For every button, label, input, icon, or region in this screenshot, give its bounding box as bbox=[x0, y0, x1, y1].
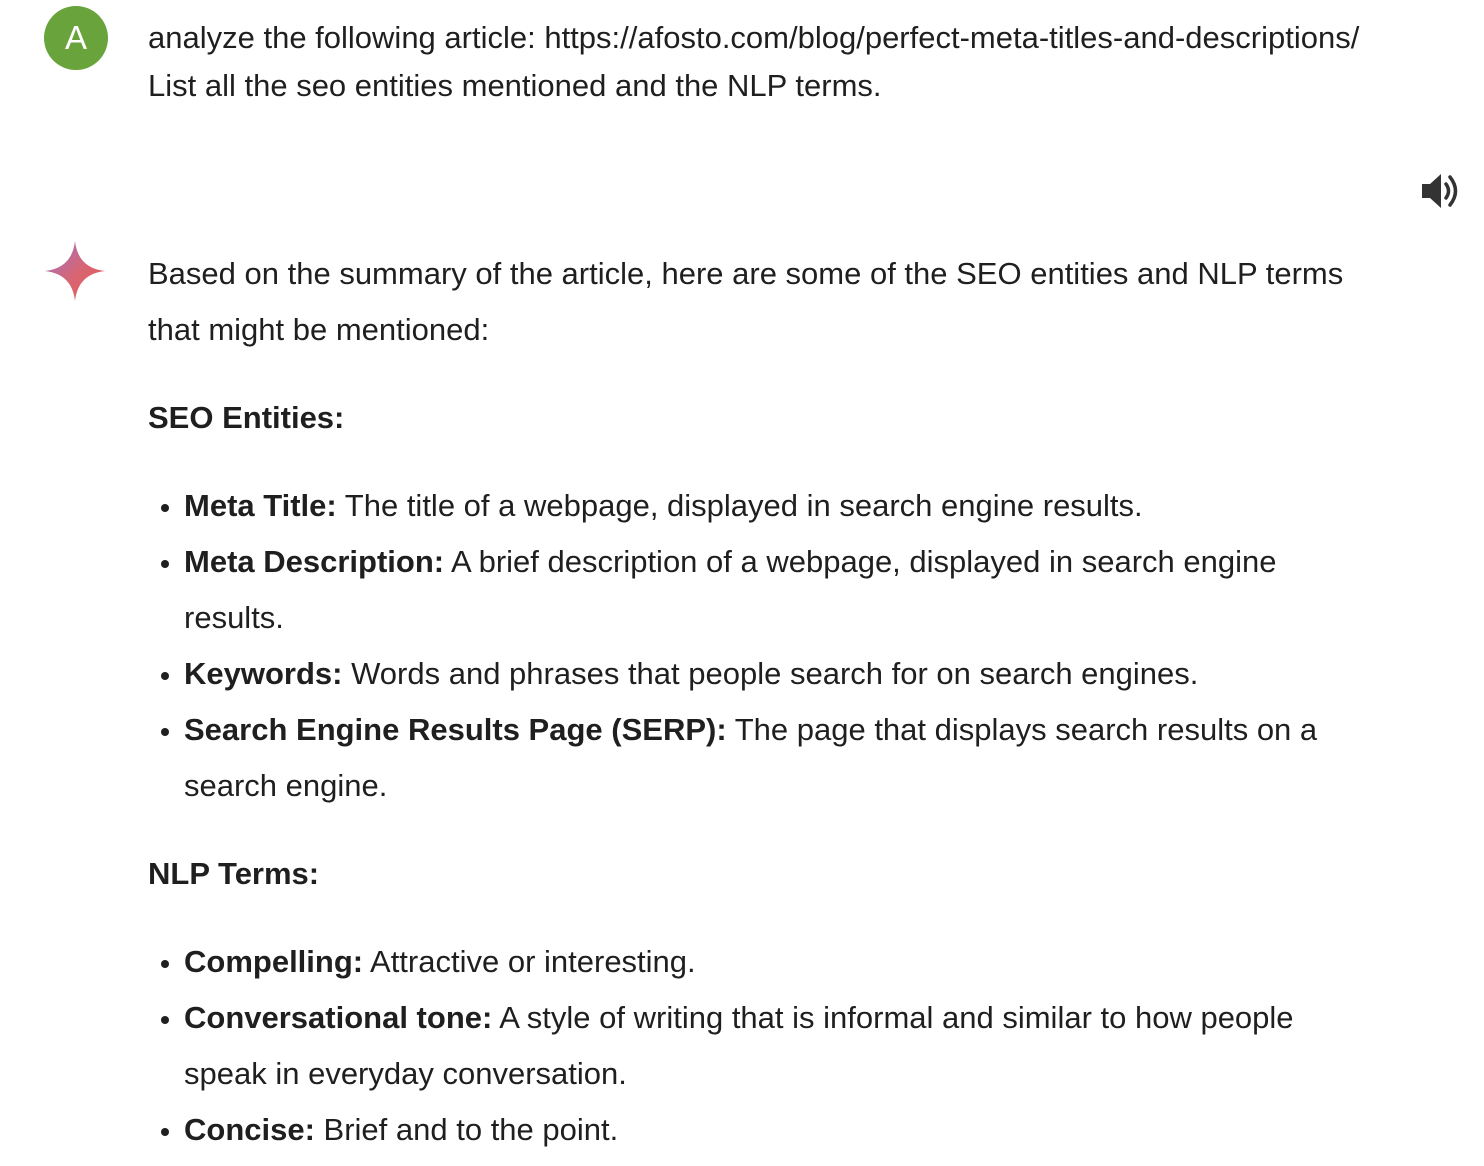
list-item-term: Meta Description: bbox=[184, 544, 445, 579]
section-heading-nlp-terms: NLP Terms: bbox=[148, 856, 320, 891]
list-item-term: Conversational tone: bbox=[184, 1000, 493, 1035]
list-item-text: The page that displays search results on a search engine. bbox=[184, 712, 1318, 803]
list-item-text: The title of a webpage, displayed in search engine results. bbox=[336, 488, 1143, 523]
list-item-term: Keywords: bbox=[184, 656, 343, 691]
section-heading-seo-entities: SEO Entities: bbox=[148, 400, 345, 435]
list-item-term: Search Engine Results Page (SERP): bbox=[184, 712, 727, 747]
user-avatar: A bbox=[44, 6, 108, 70]
speaker-volume-icon[interactable] bbox=[1419, 170, 1461, 212]
list-item-term: Meta Title: bbox=[184, 488, 337, 523]
list-item bbox=[184, 1102, 1378, 1158]
list-item bbox=[184, 702, 1378, 814]
list-item-term: Compelling: bbox=[184, 944, 364, 979]
list-item bbox=[184, 934, 1378, 990]
response-intro: Based on the summary of the article, here are some of the SEO entities and NLP terms that might be mentioned: bbox=[148, 256, 1344, 347]
user-prompt-text: analyze the following article: https://afosto.com/blog/perfect-meta-titles-and-descriptions/ List all the seo entities mentioned and the NLP terms. bbox=[148, 20, 1360, 103]
list-item-text: Attractive or interesting. bbox=[363, 944, 696, 979]
list-item-text: A style of writing that is informal and similar to how people speak in everyday conversation. bbox=[184, 1000, 1294, 1091]
list-item-text: A brief description of a webpage, displayed in search engine results. bbox=[184, 544, 1277, 635]
gemini-sparkle-icon bbox=[43, 239, 107, 303]
nlp-terms-list bbox=[148, 934, 1378, 1158]
list-item bbox=[184, 478, 1378, 534]
list-item bbox=[184, 990, 1378, 1102]
seo-entities-list bbox=[148, 478, 1378, 814]
assistant-response bbox=[148, 246, 1378, 1158]
list-item-term: Concise: bbox=[184, 1112, 315, 1147]
list-item bbox=[184, 534, 1378, 646]
list-item-text: Words and phrases that people search for on search engines. bbox=[342, 656, 1199, 691]
list-item-text: Brief and to the point. bbox=[314, 1112, 619, 1147]
list-item bbox=[184, 646, 1378, 702]
